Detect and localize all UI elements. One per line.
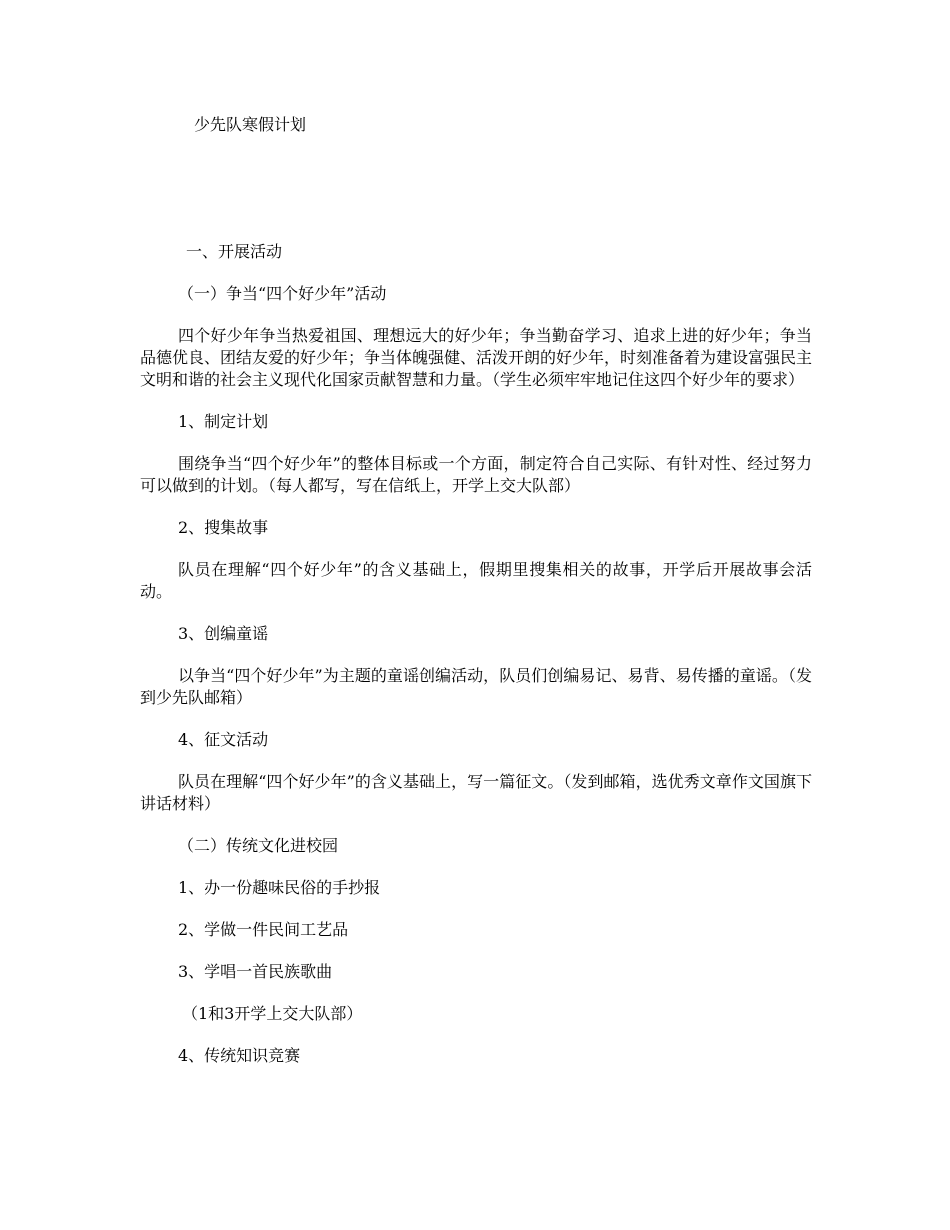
item-heading-essay-contest: 4、征文活动 <box>178 730 269 749</box>
item-heading-create-rhymes: 3、创编童谣 <box>178 624 269 643</box>
paragraph-make-plan: 围绕争当“四个好少年”的整体目标或一个方面，制定符合自己实际、有针对性、经过努力可以做到的计划。（每人都写，写在信纸上，开学上交大队部） <box>140 454 812 495</box>
document-body <box>140 241 812 1087</box>
paragraph-create-rhymes: 以争当“四个好少年”为主题的童谣创编活动，队员们创编易记、易背、易传播的童谣。（发到少先队邮箱） <box>140 666 812 707</box>
paragraph-essay-contest: 队员在理解“四个好少年”的含义基础上，写一篇征文。（发到邮箱，选优秀文章作文国旗下讲话材料） <box>140 772 812 813</box>
list-item-handwritten-newspaper: 1、办一份趣味民俗的手抄报 <box>178 878 381 897</box>
list-item-folk-craft: 2、学做一件民间工艺品 <box>178 920 349 939</box>
paragraph-four-good-youth-intro: 四个好少年争当热爱祖国、理想远大的好少年；争当勤奋学习、追求上进的好少年；争当品德优良、团结友爱的好少年；争当体魄强健、活泼开朗的好少年，时刻准备着为建设富强民主文明和谐的社会主义现代化国家贡献智慧和力量。（学生必须牢牢地记住这四个好少年的要求） <box>140 326 813 389</box>
list-item-folk-song: 3、学唱一首民族歌曲 <box>178 962 333 981</box>
document-title: 少先队寒假计划 <box>194 115 307 134</box>
subsection-heading-traditional-culture: （二）传统文化进校园 <box>178 836 339 855</box>
item-heading-make-plan: 1、制定计划 <box>178 412 269 431</box>
section-heading-activities: 一、开展活动 <box>186 242 283 261</box>
subsection-heading-four-good-youth: （一）争当“四个好少年”活动 <box>178 284 387 303</box>
item-heading-collect-stories: 2、搜集故事 <box>178 518 269 537</box>
note-submit-items: （1和3开学上交大队部） <box>182 1004 363 1023</box>
paragraph-collect-stories: 队员在理解“四个好少年”的含义基础上，假期里搜集相关的故事，开学后开展故事会活动。 <box>140 560 812 601</box>
list-item-knowledge-contest: 4、传统知识竞赛 <box>178 1046 301 1065</box>
